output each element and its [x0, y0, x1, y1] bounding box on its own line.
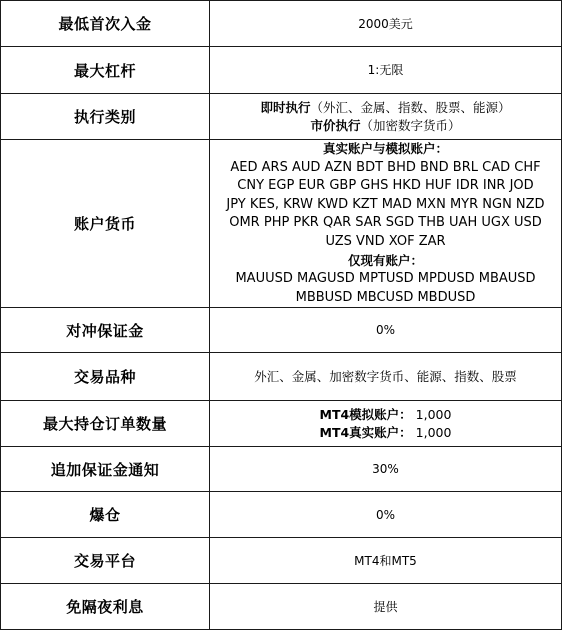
swap-free-label: 免隔夜利息: [1, 584, 210, 630]
max-positions-label: 最大持仓订单数量: [1, 401, 210, 447]
account-currency-label: 账户货币: [1, 140, 210, 308]
max-leverage-value: 1:无限: [210, 47, 562, 94]
currency-list-line: CNY EGP EUR GBP GHS HKD HUF IDR INR JOD: [237, 178, 534, 194]
margin-call-value: 30%: [210, 447, 562, 492]
demo-positions-value: 1,000: [415, 406, 452, 422]
currency-list-line: JPY KES, KRW KWD KZT MAD MXN MYR NGN NZD: [226, 196, 545, 212]
hedge-margin-value: 0%: [210, 308, 562, 353]
min-deposit-value: 2000美元: [210, 1, 562, 47]
swap-free-value: 提供: [210, 584, 562, 630]
market-execution-line: [210, 117, 561, 135]
margin-call-label: 追加保证金通知: [1, 447, 210, 492]
currency-list-line: OMR PHP PKR QAR SAR SGD THB UAH UGX USD: [229, 215, 542, 231]
platform-value: MT4和MT5: [210, 538, 562, 584]
table-row-stop-out: [1, 492, 562, 538]
instant-execution-label: 即时执行: [260, 99, 311, 115]
stop-out-label: 爆仓: [1, 492, 210, 538]
platform-label: 交易平台: [1, 538, 210, 584]
currency-list-line: MBBUSD MBCUSD MBDUSD: [295, 289, 476, 305]
table-row-execution: [1, 94, 562, 140]
real-positions-value: 1,000: [415, 424, 452, 440]
real-positions-label: MT4真实账户：: [319, 424, 412, 440]
currency-list-line: AED ARS AUD AZN BDT BHD BND BRL CAD CHF: [230, 159, 541, 175]
table-row-account-currency: [1, 140, 562, 308]
table-row-instruments: [1, 353, 562, 401]
market-execution-detail: （加密数字货币）: [360, 117, 461, 133]
real-positions-line: [320, 424, 452, 442]
currency-list-line: UZS VND XOF ZAR: [325, 233, 446, 249]
instant-execution-detail: （外汇、金属、指数、股票、能源）: [310, 99, 511, 115]
table-row-max-leverage: [1, 47, 562, 94]
market-execution-label: 市价执行: [310, 117, 361, 133]
table-row-platform: [1, 538, 562, 584]
instant-execution-line: [210, 99, 561, 117]
demo-positions-line: [320, 406, 452, 424]
demo-positions-label: MT4模拟账户：: [319, 406, 412, 422]
currency-list-line: MAUUSD MAGUSD MPTUSD MPDUSD MBAUSD: [235, 271, 536, 287]
max-leverage-label: 最大杠杆: [1, 47, 210, 94]
table-row-swap-free: [1, 584, 562, 630]
table-row-hedge-margin: [1, 308, 562, 353]
stop-out-value: 0%: [210, 492, 562, 538]
execution-label: 执行类别: [1, 94, 210, 140]
max-positions-value: [210, 401, 562, 447]
instruments-value: 外汇、金属、加密数字货币、能源、指数、股票: [210, 353, 562, 401]
real-only-header: 仅现有账户：: [347, 252, 423, 268]
execution-value: [210, 94, 562, 140]
table-row-margin-call: [1, 447, 562, 492]
table-row-max-positions: [1, 401, 562, 447]
real-demo-header: 真实账户与模拟账户：: [322, 141, 448, 156]
table-row-min-deposit: [1, 1, 562, 47]
instruments-label: 交易品种: [1, 353, 210, 401]
hedge-margin-label: 对冲保证金: [1, 308, 210, 353]
account-currency-value: [210, 140, 562, 308]
min-deposit-label: 最低首次入金: [1, 1, 210, 47]
